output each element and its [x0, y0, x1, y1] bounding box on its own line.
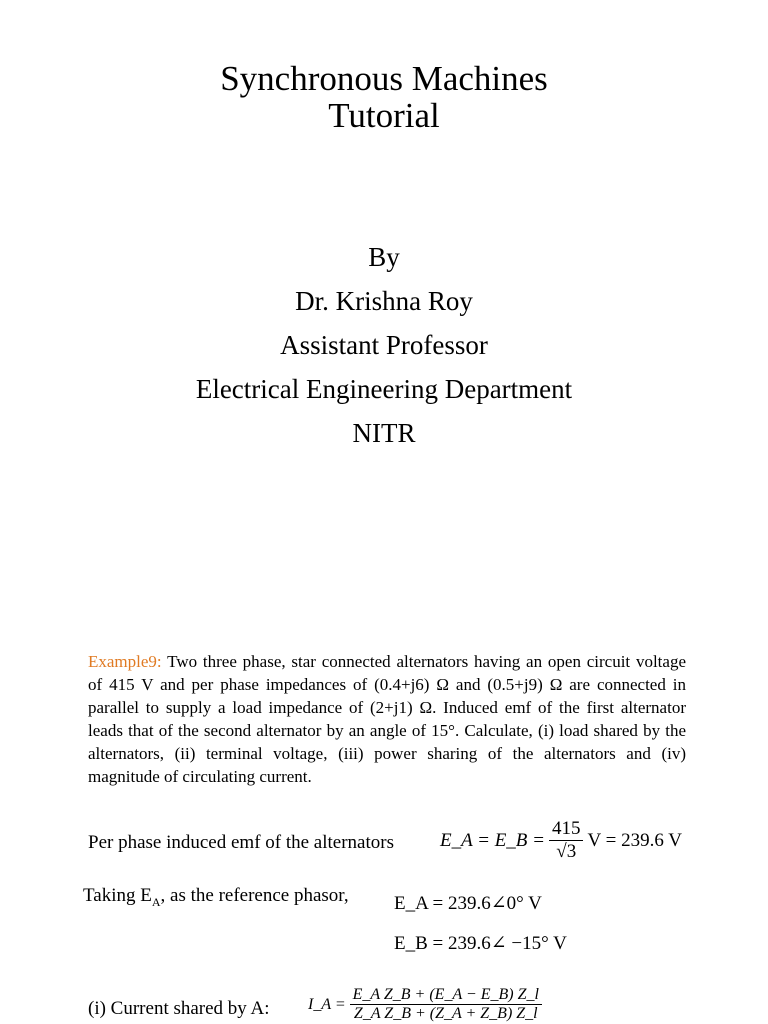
emf-lhs: E_A = E_B =	[440, 829, 545, 851]
title-line-2: Tutorial	[328, 96, 440, 135]
example-text: Two three phase, star connected alternators having an open circuit voltage of 415 V and per phase impedances of (0.4+j6) Ω and (0.5+j9) Ω are connected in parallel to supply a load impedance of (2+j1) Ω. Induced emf of the first alternator leads that of the second alternator by an angle of 15°. Calculate, (i) load shared by the alternators, (ii) terminal voltage, (iii) power sharing of the alternators and (iv) magnitude of circulating current.	[88, 652, 686, 786]
ia-numerator: E_A Z_B + (E_A − E_B) Z_l	[350, 986, 542, 1005]
emf-numerator: 415	[549, 818, 584, 841]
ia-fraction	[350, 986, 542, 1023]
author-department: Electrical Engineering Department	[195, 374, 573, 404]
ia-denominator: Z_A Z_B + (Z_A + Z_B) Z_l	[353, 1005, 538, 1022]
author-by: By	[368, 242, 400, 272]
example-label: Example9:	[88, 652, 162, 671]
eb-equation: E_B = 239.6∠ −15° V	[394, 933, 567, 954]
reference-label	[83, 885, 349, 910]
reference-label-sub: A	[151, 894, 161, 909]
ia-lhs: I_A =	[308, 995, 346, 1013]
author-position: Assistant Professor	[280, 330, 488, 360]
author-institute: NITR	[352, 418, 416, 448]
current-label: (i) Current shared by A:	[88, 998, 270, 1019]
example-problem	[88, 650, 686, 788]
reference-label-post: , as the reference phasor,	[160, 885, 349, 906]
emf-rhs: V = 239.6 V	[587, 829, 682, 851]
reference-label-pre: Taking E	[83, 885, 152, 906]
emf-denominator: √3	[556, 841, 577, 862]
emf-fraction	[549, 818, 584, 863]
author-name: Dr. Krishna Roy	[295, 286, 473, 316]
emf-label: Per phase induced emf of the alternators	[88, 832, 394, 853]
emf-equation	[440, 818, 682, 863]
ea-equation: E_A = 239.6∠0° V	[394, 893, 542, 914]
title-line-1: Synchronous Machines	[220, 59, 548, 98]
ia-equation	[308, 986, 542, 1023]
